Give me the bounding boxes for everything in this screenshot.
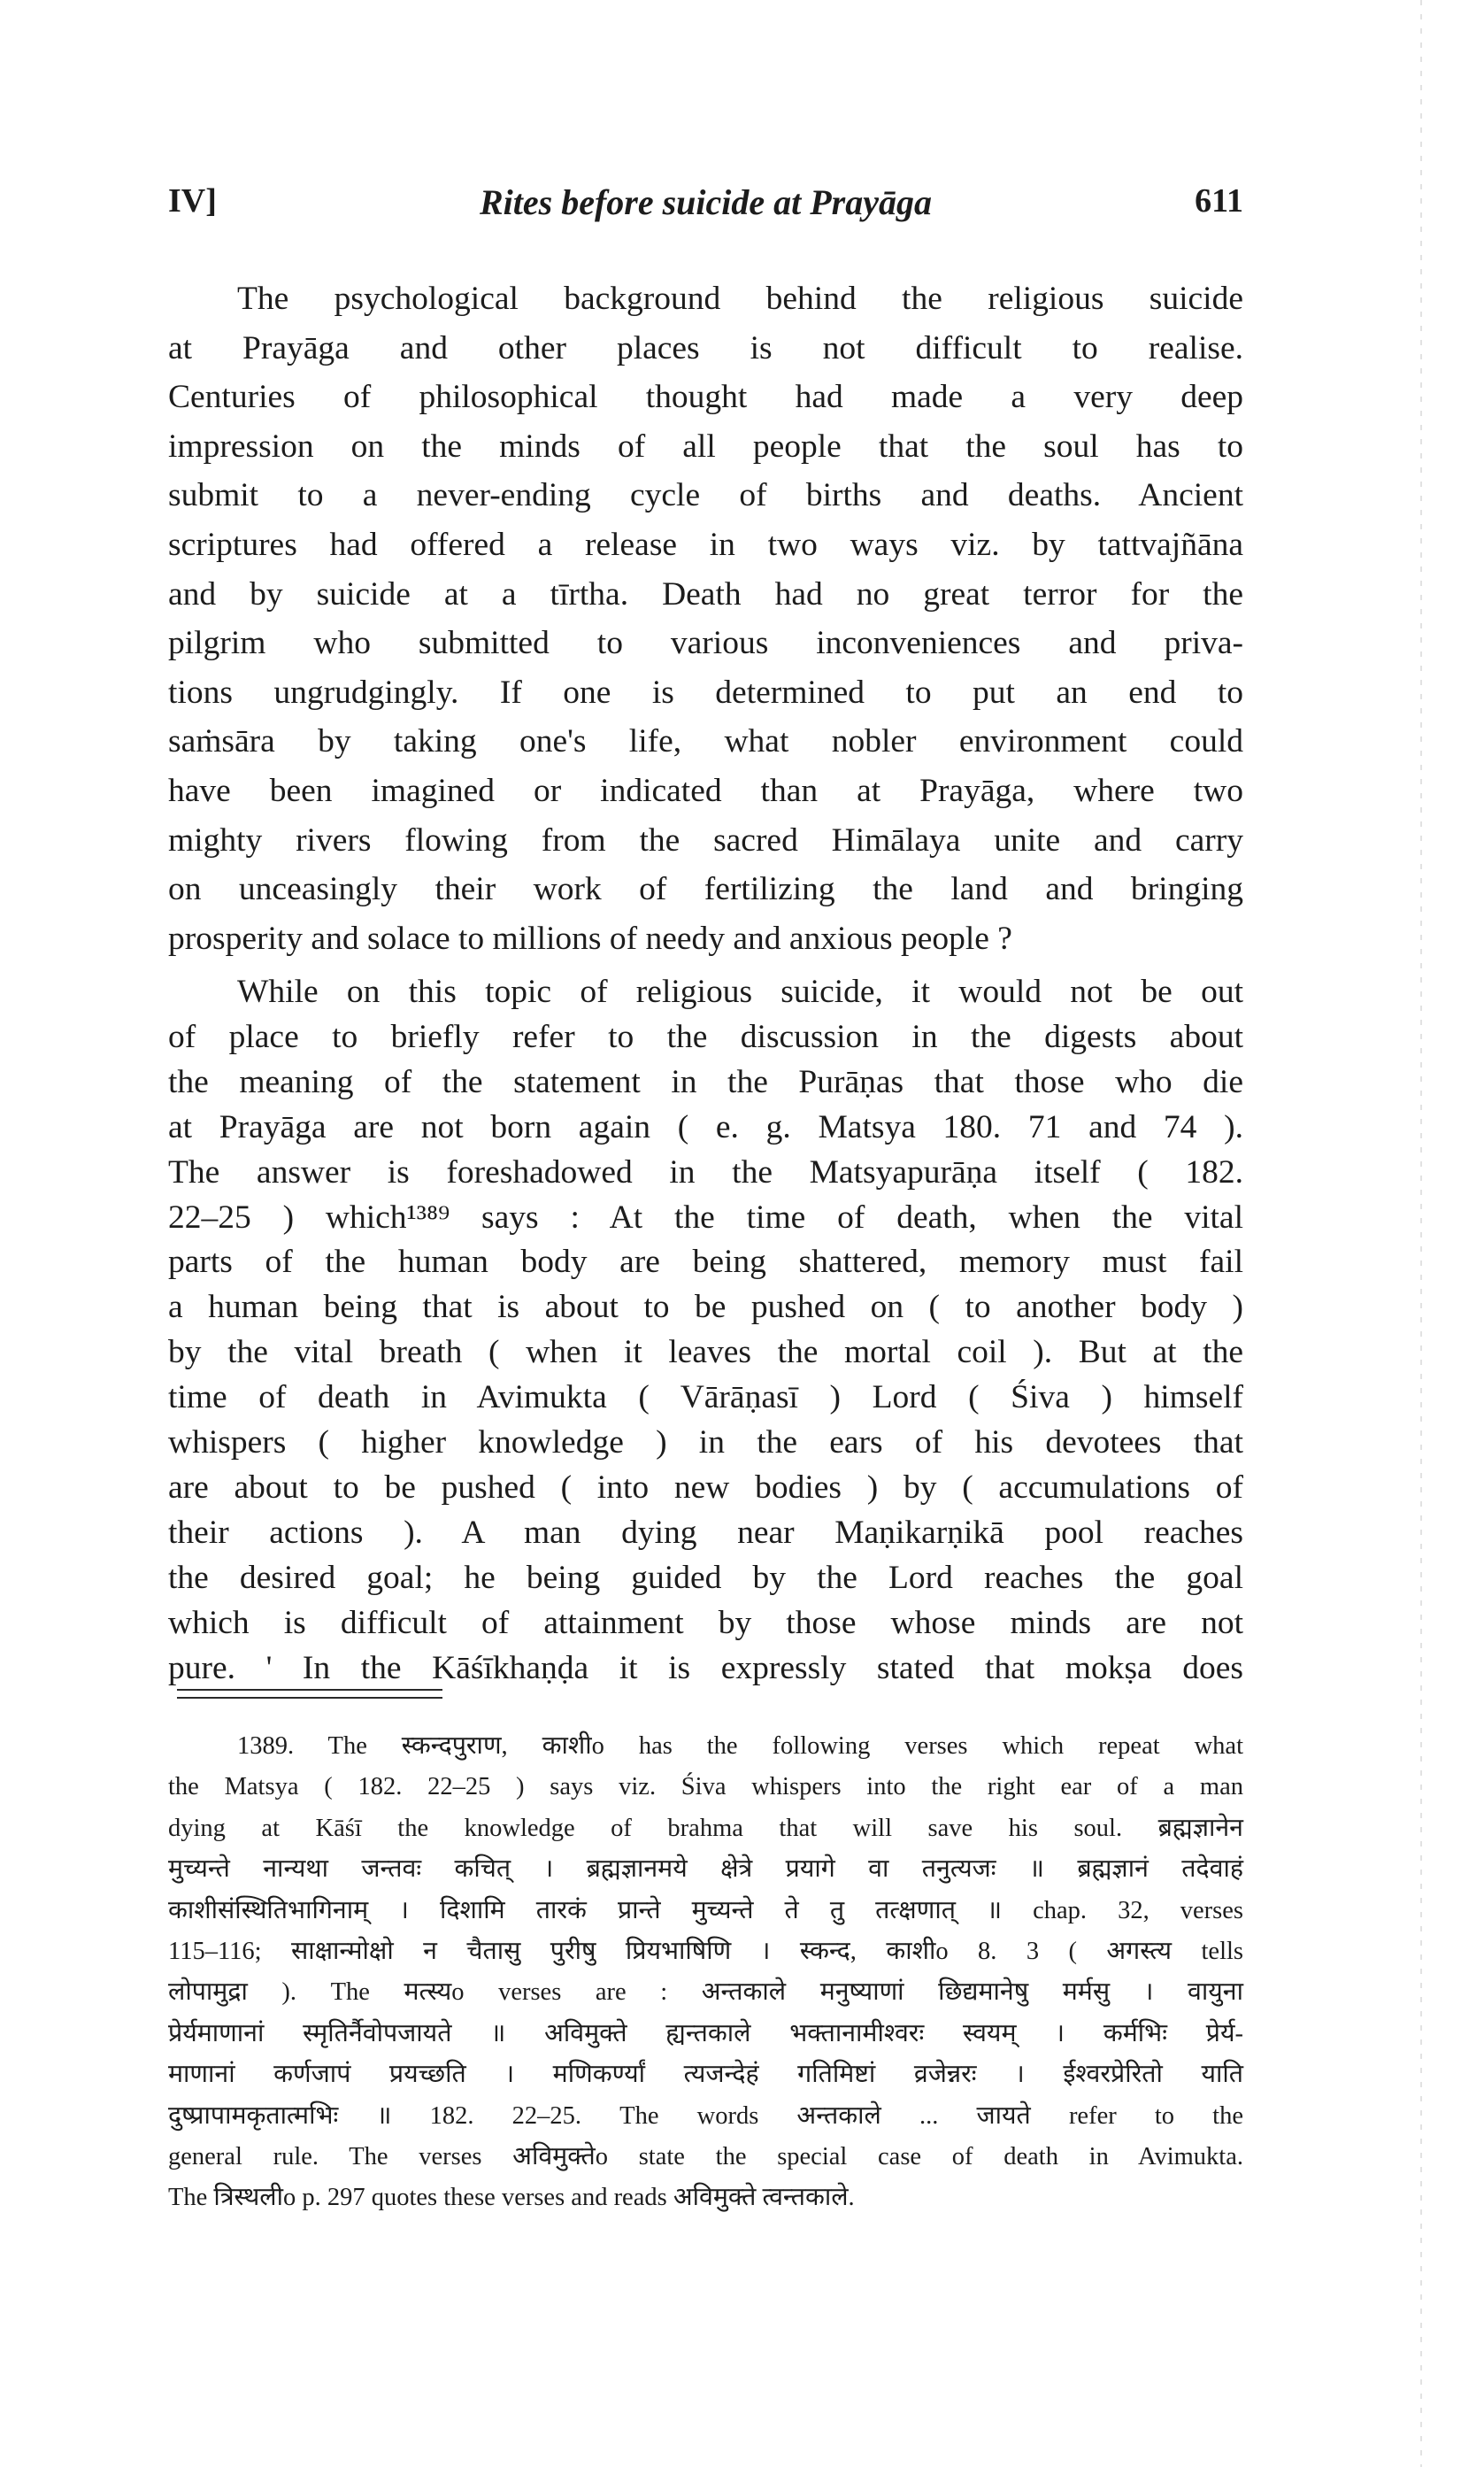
footnote-line: 115–116; साक्षान्मोक्षो न चैतासु पुरीषु प्रियभाषिणि । स्कन्द, काशीo 8. 3 ( अगस्त्य tells [168,1938,1243,1966]
text-line: at Prayāga are not born again ( e. g. Matsya 180. 71 and 74 ). [168,1108,1243,1145]
text-line: The psychological background behind the religious suicide [237,281,1243,317]
text-line: pilgrim who submitted to various inconveniences and priva- [168,625,1243,662]
section-number: IV] [168,182,217,220]
text-line: pure. ' In the Kāśīkhaṇḍa it is expressly stated that mokṣa does [168,1649,1243,1686]
footnote-line: 1389. The स्कन्दपुराण, काशीo has the following verses which repeat what [237,1732,1243,1760]
footnote-line: the Matsya ( 182. 22–25 ) says viz. Śiva whispers into the right ear of a man [168,1773,1243,1801]
text-line: mighty rivers flowing from the sacred Himālaya unite and carry [168,821,1243,859]
footnote-line: dying at Kāśī the knowledge of brahma that will save his soul. ब्रह्मज्ञानेन [168,1814,1243,1842]
text-line: The answer is foreshadowed in the Matsyapurāṇa itself ( 182. [168,1153,1243,1191]
text-line: tions ungrudgingly. If one is determined to put an end to [168,674,1243,711]
footnote-line: काशीसंस्थितिभागिनाम् । दिशामि तारकं प्रान्ते मुच्यन्ते ते तु तत्क्षणात् ॥ chap. 32, verses [168,1896,1243,1924]
footnote-line: मुच्यन्ते नान्यथा जन्तवः कचित् । ब्रह्मज्ञानमये क्षेत्रे प्रयागे वा तनुत्यजः ॥ ब्रह्मज्ञानं तदेवाहं [168,1855,1243,1884]
text-line: are about to be pushed ( into new bodies ) by ( accumulations of [168,1469,1243,1506]
text-line: Centuries of philosophical thought had made a very deep [168,379,1243,416]
text-line: their actions ). A man dying near Maṇikarṇikā pool reaches [168,1514,1243,1551]
text-line: parts of the human body are being shattered, memory must fail [168,1244,1243,1281]
footnote-1389 [168,1726,1243,2219]
text-line: While on this topic of religious suicide, it would not be out [237,974,1243,1010]
text-line: the meaning of the statement in the Purāṇas that those who die [168,1063,1243,1100]
paragraph-2 [168,970,1243,1692]
text-line: at Prayāga and other places is not difficult to realise. [168,329,1243,366]
footnote-line: प्रेर्यमाणानां स्मृतिर्नैवोपजायते ॥ अविमुक्ते ह्यन्तकाले भक्तानामीश्वरः स्वयम् । कर्मभिः प्रेर्य- [168,2019,1243,2047]
footnote-line: लोपामुद्रा ). The मत्स्यo verses are : अन्तकाले मनुष्याणां छिद्यमानेषु मर्मसु । वायुना [168,1978,1243,2007]
footnote-line: माणानां कर्णजापं प्रयच्छति । मणिकर्ण्यां त्यजन्देहं गतिमिष्टां व्रजेन्नरः । ईश्वरप्रेरितो याति [168,2061,1243,2089]
text-line: impression on the minds of all people that the soul has to [168,428,1243,465]
footnote-line: general rule. The verses अविमुक्तेo state the special case of death in Avimukta. [168,2143,1243,2171]
scan-edge-mark [1420,0,1422,2467]
text-line: scriptures had offered a release in two ways viz. by tattvajñāna [168,526,1243,563]
footnote-line: The त्रिस्थलीo p. 297 quotes these verses and reads अविमुक्ते त्वन्तकाले. [168,2184,855,2212]
running-header [168,181,1243,235]
page-number: 611 [1195,182,1243,220]
text-line: by the vital breath ( when it leaves the mortal coil ). But at the [168,1334,1243,1371]
footnote-separator-rule [177,1689,442,1700]
text-line: on unceasingly their work of fertilizing the land and bringing [168,871,1243,908]
text-line: the desired goal; he being guided by the Lord reaches the goal [168,1559,1243,1596]
text-line: time of death in Avimukta ( Vārāṇasī ) Lord ( Śiva ) himself [168,1379,1243,1416]
text-line: submit to a never-ending cycle of births and deaths. Ancient [168,477,1243,514]
paragraph-1 [168,274,1243,963]
text-line: prosperity and solace to millions of needy and anxious people ? [168,920,1012,957]
text-line: of place to briefly refer to the discussion in the digests about [168,1018,1243,1055]
text-line: which is difficult of attainment by those whose minds are not [168,1604,1243,1641]
running-title: Rites before suicide at Prayāga [479,182,933,222]
text-line: and by suicide at a tīrtha. Death had no great terror for the [168,575,1243,613]
text-line: have been imagined or indicated than at Prayāga, where two [168,772,1243,809]
footnote-line: दुष्प्रापामकृतात्मभिः ॥ 182. 22–25. The words अन्तकाले ... जायते refer to the [168,2101,1243,2130]
text-line: a human being that is about to be pushed on ( to another body ) [168,1289,1243,1326]
text-line: 22–25 ) which¹³⁸⁹ says : At the time of death, when the vital [168,1199,1243,1236]
text-line: whispers ( higher knowledge ) in the ears of his devotees that [168,1424,1243,1461]
text-line: saṁsāra by taking one's life, what nobler environment could [168,723,1243,760]
